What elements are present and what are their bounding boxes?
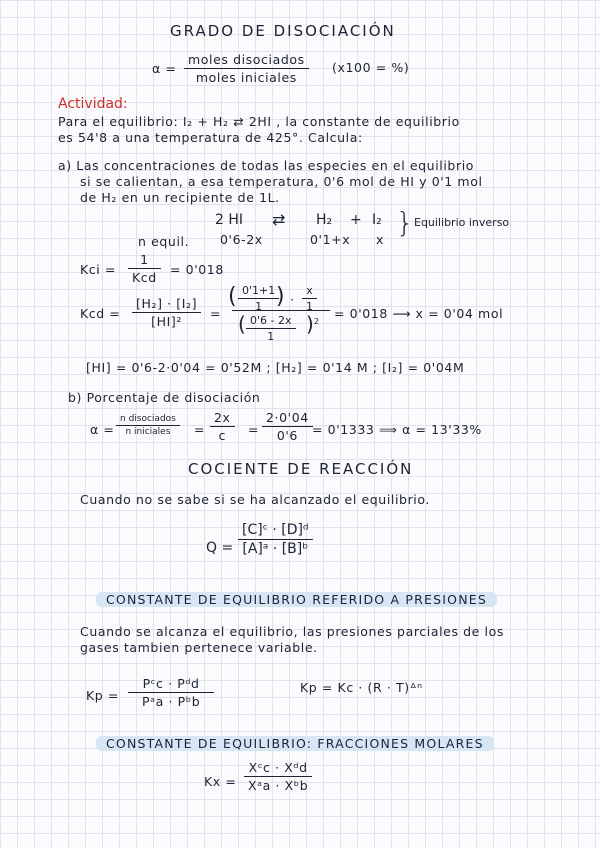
kcd-main-bar xyxy=(232,310,330,311)
reaction-label: Equilibrio inverso xyxy=(414,216,510,229)
fraction-bar xyxy=(262,426,313,427)
part-a-line-1: a) Las concentraciones de todas las especies en el equilibrio xyxy=(58,158,475,173)
part-b-fraction-2 xyxy=(210,410,235,443)
q-numerator: [C]ᶜ · [D]ᵈ xyxy=(242,522,309,538)
fraction-bar xyxy=(184,68,309,69)
sub-num: 0'1+1 xyxy=(242,284,276,297)
part-b-fraction-3 xyxy=(262,410,313,443)
equals: = xyxy=(248,422,260,437)
kcd-sub-fraction-1 xyxy=(238,284,279,313)
n-equil-label: n equil. xyxy=(138,234,190,249)
fraction-bar xyxy=(116,425,180,426)
sub-den: n iniciales xyxy=(125,427,171,437)
q-fraction xyxy=(238,522,313,557)
kci-result: = 0'018 xyxy=(170,262,224,277)
kci-fraction xyxy=(128,252,161,285)
kx-denominator: Xᵃa · Xᵇb xyxy=(248,778,309,793)
sub-den: c xyxy=(218,428,227,443)
highlighted-title: CONSTANTE DE EQUILIBRIO: FRACCIONES MOLARES xyxy=(96,736,494,751)
part-b-alpha: α = xyxy=(90,422,115,437)
kp-numerator: Pᶜc · Pᵈd xyxy=(142,676,200,691)
sub-den: 1 xyxy=(267,330,275,343)
sub-den: 1 xyxy=(255,300,263,313)
hi-equil-value: 0'6-2x xyxy=(220,232,263,247)
q-denominator: [A]ᵃ · [B]ᵇ xyxy=(242,541,309,557)
page-title: GRADO DE DISOCIACIÓN xyxy=(170,22,396,40)
part-b-result: = 0'1333 ⟹ α = 13'33% xyxy=(312,422,482,437)
kp-fraction xyxy=(128,676,214,709)
activity-heading: Actividad: xyxy=(58,96,128,112)
big-paren-open: ( xyxy=(238,312,246,336)
h2-equil-value: 0'1+x xyxy=(310,232,351,247)
sub-den: 0'6 xyxy=(276,428,298,443)
kcd-sub-fraction-3 xyxy=(246,314,296,343)
presiones-line-1: Cuando se alcanza el equilibrio, las presiones parciales de los xyxy=(80,624,504,639)
alpha-numerator: moles disociados xyxy=(188,52,305,67)
reaction-h2: H₂ xyxy=(316,212,333,228)
section-title-cociente: COCIENTE DE REACCIÓN xyxy=(188,460,414,478)
reaction-i2: I₂ xyxy=(372,212,382,228)
sub-num: 0'6 - 2x xyxy=(250,314,292,327)
part-b-fraction-1 xyxy=(116,414,180,437)
kci-denominator: Kcd xyxy=(132,270,157,285)
section-title-presiones xyxy=(96,592,497,607)
big-paren-close: ) xyxy=(276,284,285,309)
activity-line-1: Para el equilibrio: I₂ + H₂ ⇄ 2HI , la constante de equilibrio xyxy=(58,114,460,129)
q-label: Q = xyxy=(206,540,234,556)
kcd-sub-fraction-2 xyxy=(302,284,317,313)
fraction-bar xyxy=(238,298,279,299)
big-paren-open: ( xyxy=(228,284,237,309)
alpha-fraction xyxy=(184,52,309,85)
kp-relation: Kp = Kc · (R · T)ᐞⁿ xyxy=(300,680,423,695)
kx-label: Kx = xyxy=(204,774,237,789)
i2-equil-value: x xyxy=(376,232,384,247)
reaction-arrow: ⇄ xyxy=(272,210,286,229)
section-title-fracciones xyxy=(96,736,494,751)
percent-note: (x100 = %) xyxy=(332,60,410,75)
dot: · xyxy=(290,292,295,307)
sub-num: x xyxy=(306,284,313,297)
kci-label: Kci = xyxy=(80,262,116,277)
activity-line-2: es 54'8 a una temperatura de 425°. Calcula: xyxy=(58,130,363,145)
sub-num: 2·0'04 xyxy=(266,410,309,425)
kci-numerator: 1 xyxy=(140,252,149,267)
kx-fraction xyxy=(244,760,312,793)
kp-denominator: Pᵃa · Pᵇb xyxy=(142,694,201,709)
alpha-denominator: moles iniciales xyxy=(195,70,297,85)
big-paren-close: )$^2$ xyxy=(306,312,319,336)
kp-label: Kp = xyxy=(86,688,119,703)
part-a-line-2: si se calientan, a esa temperatura, 0'6 mol de HI y 0'1 mol xyxy=(80,174,483,189)
fraction-bar xyxy=(128,692,214,693)
equals: = xyxy=(194,422,206,437)
highlighted-title: CONSTANTE DE EQUILIBRIO REFERIDO A PRESIONES xyxy=(96,592,497,607)
kcd-label: Kcd = xyxy=(80,306,121,321)
presiones-line-2: gases tambien pertenece variable. xyxy=(80,640,318,655)
kcd-result: = 0'018 ⟶ x = 0'04 mol xyxy=(334,306,504,321)
reaction-hi: 2 HI xyxy=(215,212,244,228)
sub-num: 2x xyxy=(214,410,231,425)
kx-numerator: Xᶜc · Xᵈd xyxy=(248,760,308,775)
alpha-symbol: α = xyxy=(152,61,177,76)
sub-den: 1 xyxy=(306,300,313,313)
fraction-bar xyxy=(244,776,312,777)
fraction-bar xyxy=(128,268,161,269)
reaction-plus: + xyxy=(350,212,362,228)
cociente-text: Cuando no se sabe si se ha alcanzado el equilibrio. xyxy=(80,492,430,507)
kcd-numerator: [H₂] · [I₂] xyxy=(136,296,198,311)
kcd-denominator: [HI]² xyxy=(151,314,182,329)
brace: } xyxy=(396,206,414,239)
fraction-bar xyxy=(238,539,313,540)
fraction-bar xyxy=(210,426,235,427)
fraction-bar xyxy=(246,328,296,329)
kcd-equals: = xyxy=(210,306,222,321)
fraction-bar xyxy=(132,312,201,313)
part-a-line-3: de H₂ en un recipiente de 1L. xyxy=(80,190,280,205)
kcd-fraction xyxy=(132,296,201,329)
fraction-bar xyxy=(302,298,317,299)
sub-num: n disociados xyxy=(120,414,176,424)
part-b-heading: b) Porcentaje de disociación xyxy=(68,390,261,405)
concentrations-line: [HI] = 0'6-2·0'04 = 0'52M ; [H₂] = 0'14 M ; [I₂] = 0'04M xyxy=(86,360,465,375)
